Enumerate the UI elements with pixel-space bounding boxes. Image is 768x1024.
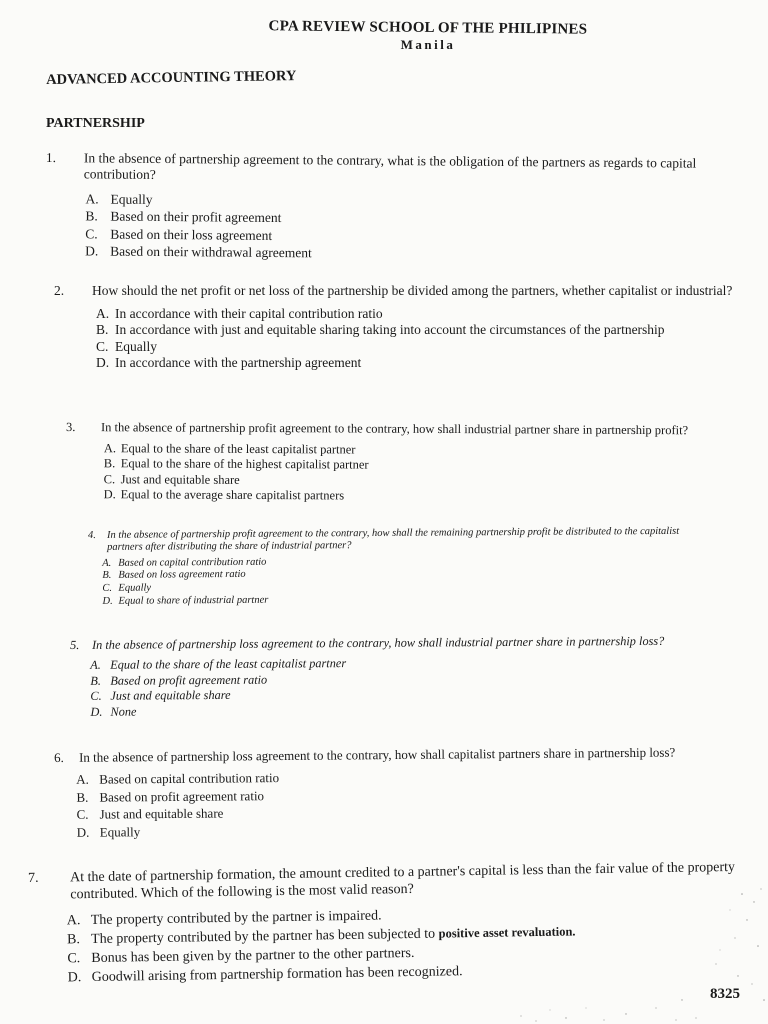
question-stem: How should the net profit or net loss of the partnership be divided among the partners, whether capitalist or industrial?: [92, 283, 733, 298]
page-code: 8325: [710, 986, 740, 1002]
question-5: [70, 633, 731, 720]
question-4: [88, 526, 709, 609]
option-d: D. Based on their withdrawal agreement: [85, 243, 312, 261]
option-b: B. Equal to the share of the highest capitalist partner: [103, 456, 369, 472]
question-stem: In the absence of partnership loss agreement to the contrary, how shall capitalist partners share in partnership loss?: [78, 744, 676, 765]
option-a: A. Equally: [85, 190, 153, 207]
option-d: D. Equal to the average share capitalist partners: [103, 487, 345, 503]
question-3: [66, 420, 726, 506]
option-b: B. Based on profit agreement ratio: [76, 787, 265, 805]
option-b: B. Based on loss agreement ratio: [102, 569, 246, 582]
question-6: [54, 744, 745, 841]
option-d: D. In accordance with the partnership agreement: [96, 355, 362, 371]
option-list: [76, 765, 745, 841]
question-number: 2.: [54, 283, 65, 298]
question-2: [54, 283, 738, 372]
option-b: B. The property contributed by the partner has been subjected to positive asset revaluation.: [66, 924, 576, 947]
option-c: C. Just and equitable share: [103, 471, 240, 487]
question-1: [45, 150, 736, 266]
option-list: [90, 654, 730, 720]
emphasized-phrase: positive asset revaluation.: [438, 924, 576, 941]
question-stem: In the absence of partnership agreement to the contrary, what is the obligation of the partners as regards to capital contribution?: [83, 150, 697, 182]
topic-heading: PARTNERSHIP: [46, 116, 145, 131]
school-city: Manila: [400, 37, 456, 52]
option-a: A. Based on capital contribution ratio: [102, 556, 267, 569]
option-a: A. Equal to the share of the least capitalist partner: [90, 656, 347, 673]
question-number: 5.: [70, 637, 80, 652]
option-a: A. Equal to the share of the least capitalist partner: [103, 440, 356, 457]
option-d: D. Equal to share of industrial partner: [102, 594, 269, 607]
question-stem: In the absence of partnership profit agreement to the contrary, how shall industrial partner share in partnership profit?: [100, 420, 689, 438]
option-a: A. The property contributed by the partner is impaired.: [66, 908, 382, 928]
question-stem: In the absence of partnership profit agreement to the contrary, how shall the remaining partnership profit be distributed to the capitalist partners after distributing the share of industrial partner?: [106, 525, 680, 553]
subject-heading: ADVANCED ACCOUNTING THEORY: [46, 68, 297, 88]
option-b: B. Based on their profit agreement: [85, 208, 282, 226]
option-c: C. Equally: [96, 338, 157, 354]
option-a: A. Based on capital contribution ratio: [76, 770, 280, 788]
question-stem: At the date of partnership formation, the amount credited to a partner's capital is less than the fair value of the property contributed. Which of the following is the most valid reason?: [69, 859, 736, 903]
option-b: B. In accordance with just and equitable sharing taking into account the circumstances of the partnership: [96, 322, 665, 338]
option-list: [85, 190, 736, 266]
question-stem: In the absence of partnership loss agreement to the contrary, how shall industrial partner share in partnership loss?: [91, 633, 665, 652]
option-c: C. Just and equitable share: [76, 805, 224, 823]
school-name: CPA REVIEW SCHOOL OF THE PHILIPINES: [268, 18, 588, 38]
question-number: 3.: [65, 420, 76, 435]
option-a: A. In accordance with their capital contribution ratio: [96, 305, 383, 321]
option-c: C. Just and equitable share: [90, 688, 231, 704]
option-list: [96, 306, 738, 372]
question-number: 4.: [88, 529, 96, 541]
option-d: D. Goodwill arising from partnership formation has been recognized.: [67, 963, 463, 985]
question-number: 1.: [45, 150, 57, 166]
option-list: [102, 553, 708, 608]
option-c: C. Based on their loss agreement: [85, 225, 273, 243]
question-number: 6.: [54, 749, 64, 765]
option-b: B. Based on profit agreement ratio: [90, 672, 268, 688]
option-c: C. Equally: [102, 582, 152, 594]
option-list: [104, 441, 726, 506]
option-d: D. None: [90, 704, 137, 719]
option-d: D. Equally: [76, 823, 141, 840]
question-number: 7.: [28, 870, 39, 886]
option-c: C. Bonus has been given by the partner to the other partners.: [67, 945, 415, 966]
